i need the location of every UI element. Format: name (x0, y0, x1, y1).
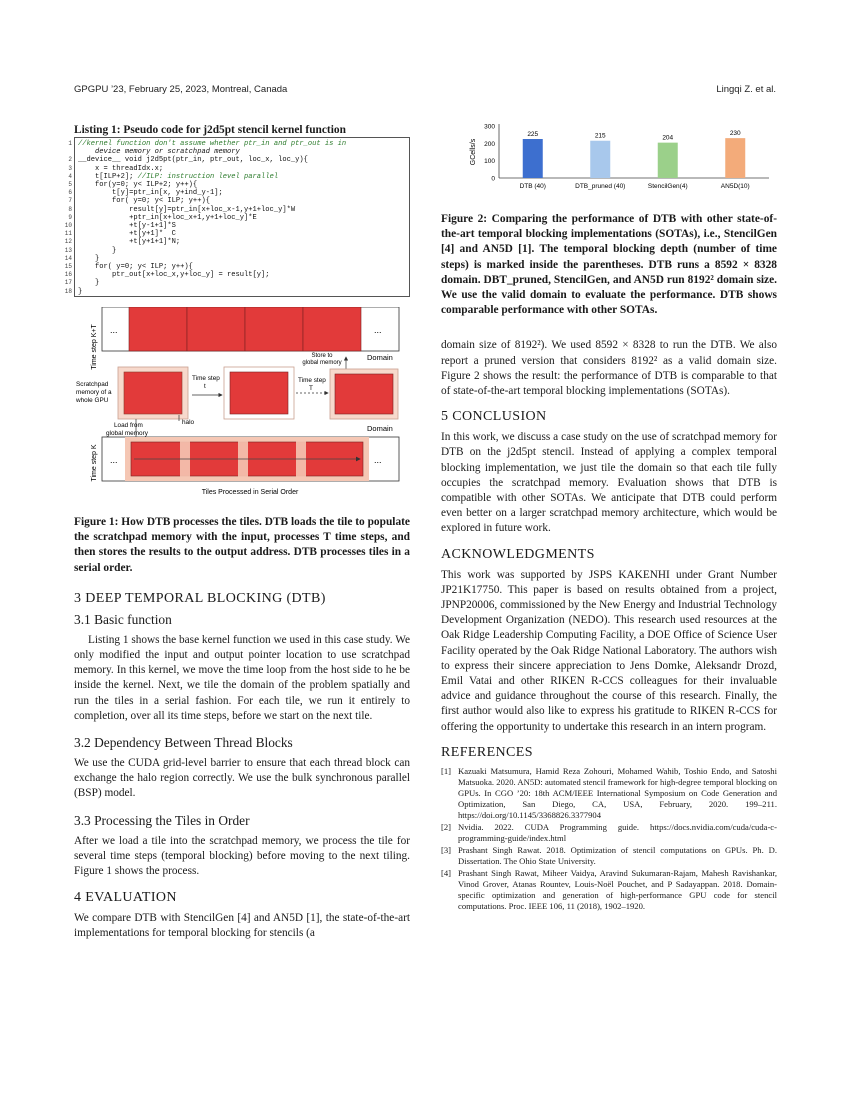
chart-bar (523, 139, 543, 178)
section-4-body-1: We compare DTB with StencilGen [4] and AN5D [1], the state-of-the-art implementations for temporal blocking for stencils (a (74, 912, 410, 940)
code-line: +t[y-1+1]*S (78, 222, 176, 230)
halo-label: halo (182, 419, 195, 426)
code-line: device memory or scratchpad memory (78, 148, 240, 157)
reference-item (441, 868, 777, 912)
section-4-body-2: domain size of 8192²). We used 8592 × 8328 to run the DTB. We also report a pruned version that considers 8192² as a valid domain size. Figure 2 shows the result: the performance of DTB is comparable to that of state-of-the-art temporal blocking implementations (SOTAs). (441, 339, 777, 398)
reference-item (441, 845, 777, 867)
bottom-ellipsis-right: ... (374, 455, 382, 465)
load-label-2: global memory (106, 430, 148, 437)
code-line: ptr_out[x+loc_x,y+loc_y] = result[y]; (78, 271, 270, 280)
top-tile-4 (303, 307, 361, 351)
intermediate-tile (230, 372, 288, 414)
reference-text: Nvidia. 2022. CUDA Programming guide. https://docs.nvidia.com/cuda/cuda-c-programming-guide/index.html (458, 821, 777, 843)
reference-item (441, 766, 777, 821)
code-line: t[y]=ptr_in[x, y+ind_y-1]; (78, 189, 223, 198)
reference-text: Kazuaki Matsumura, Hamid Reza Zohouri, Mohamed Wahib, Toshio Endo, and Satoshi Matsuoka. 2020. AN5D: automated stencil framework for high-degree temporal blocking on GPUs. In CGO ’20: 18th ACM/IEEE International Symposium on Code Generation and Optimization, San Diego, CA, USA, February, 2020. 199–211. https://doi.org/10.1145/3368826.3377904 (458, 765, 777, 820)
time-step-t-var: t (204, 383, 206, 390)
code-line: __device__ void j2d5pt(ptr_in, ptr_out, loc_x, loc_y){ (78, 156, 308, 165)
reference-number: [3] (441, 844, 452, 855)
scratchpad-label-3: whole GPU (76, 397, 109, 404)
code-line: for( y=0; y< ILP; y++){ (78, 197, 210, 206)
chart-x-tick-label: DTB (40) (519, 183, 546, 190)
running-header-right: Lingqi Z. et al. (716, 84, 776, 95)
chart-y-tick-label: 300 (484, 123, 495, 131)
code-line: for( y=0; y< ILP; y++){ (78, 263, 193, 271)
section-3-1-title: 3.1 Basic function (74, 611, 172, 627)
time-step-k-t-label: Time step K+T (91, 324, 98, 370)
chart-bar (658, 143, 678, 178)
listing-title: Listing 1: Pseudo code for j2d5pt stencil kernel function (74, 124, 346, 136)
code-line-number: 3 (68, 164, 72, 172)
domain-label-top: Domain (367, 353, 393, 362)
code-line: +t[y+1]* C (78, 230, 176, 239)
code-line-number: 16 (64, 271, 72, 279)
section-3-2-body: We use the CUDA grid-level barrier to ensure that each thread block can exchange the halo region correctly. We use the bulk synchronous parallel (BSP) model. (74, 757, 410, 800)
chart-data-label: 225 (527, 131, 539, 138)
top-tile-3 (245, 307, 303, 351)
code-line: } (78, 246, 117, 255)
code-line-number: 9 (68, 213, 72, 221)
code-line-number: 1 (68, 140, 72, 147)
reference-item (441, 822, 777, 844)
code-line: //kernel function don't assume whether ptr_in and ptr_out is in (78, 140, 347, 148)
store-label-2: global memory (302, 360, 342, 366)
references-list (441, 766, 777, 912)
code-line-number: 6 (68, 189, 72, 197)
chart-bar (590, 141, 610, 178)
chart-y-axis-label: GCells/s (470, 138, 477, 166)
chart-data-label: 204 (662, 134, 674, 142)
code-listing (64, 137, 410, 297)
chart-y-tick-label: 100 (484, 158, 495, 166)
code-line-number: 11 (64, 230, 72, 238)
chart-bar (725, 138, 745, 178)
code-line-number: 12 (64, 238, 72, 246)
store-label-1: Store to (311, 353, 333, 359)
scratchpad-tile (124, 372, 182, 414)
code-line: +ptr_in[x+loc_x+1,y+1+loc_y]*E (78, 213, 257, 222)
section-4-title: 4 EVALUATION (74, 890, 177, 906)
time-step-k-label: Time step K (91, 444, 98, 482)
reference-number: [1] (441, 765, 452, 776)
code-line-number: 14 (64, 254, 72, 262)
code-line-number: 4 (68, 172, 72, 180)
left-column (64, 124, 410, 942)
acknowledgments-body: This work was supported by JSPS KAKENHI under Grant Number JP21K17750. This paper is based on results obtained from a project, JPNP20006, commissioned by the New Energy and Industrial Technology Development Organization (NEDO). This research used resources at the Oak Ridge Leadership Computing Facility, a DOE Office of Science User Facility operated by the Oak Ridge National Laboratory. The authors wish to express their sincere appreciation to Jens Domke, Aleksandr Drozd, Emil Vatai and other RIKEN R-CCS colleagues for their invaluable advice and guidance throughout the course of this research. Finally, the first author would also like to express his gratitude to RIKEN R-CCS for offering the opportunity to undertake this research in an intern program. (441, 568, 777, 733)
bottom-ellipsis-left: ... (110, 455, 118, 465)
top-ellipsis-left: ... (110, 325, 118, 335)
reference-number: [2] (441, 821, 452, 832)
chart-x-tick-label: AN5D(10) (720, 183, 750, 190)
top-ellipsis-right: ... (374, 325, 382, 335)
top-tile-2 (187, 307, 245, 351)
figure-2-caption: Figure 2: Comparing the performance of DTB with other state-of-the-art temporal blocking implementations (SOTAs), i.e., StencilGen [4] and AN5D [1]. The temporal blocking depth (number of time steps) is marked inside the parentheses. DTB runs a 8592 × 8328 domain. DBT_pruned, StencilGen, and AN5D run 8192² domain size. We use the valid domain to evaluate the performance. DTB shows comparable performance with other SOTAs. (441, 213, 777, 317)
code-line: for(y=0; y< ILP+2; y++){ (78, 181, 198, 189)
code-line: } (78, 287, 83, 296)
reference-text: Prashant Singh Rawat, Miheer Vaidya, Aravind Sukumaran-Rajam, Mahesh Ravishankar, Vinod Grover, Atanas Rountev, Louis-Noël Pouchet, and P Sadayappan. 2018. Domain-specific optimization and generation of high-performance GPU code for stencil computations. Proc. IEEE 106, 11 (2018), 1902–1920. (458, 867, 777, 911)
reference-text: Prashant Singh Rawat. 2018. Optimization of stencil computations on GPUs. Ph. D. Dissertation. The Ohio State University. (458, 844, 777, 866)
scratchpad-label-2: memory of a (76, 389, 112, 396)
running-header-left: GPGPU ’23, February 25, 2023, Montreal, Canada (74, 84, 288, 95)
chart-x-tick-label: StencilGen(4) (647, 183, 688, 190)
code-line-number: 17 (64, 279, 72, 287)
code-line-number: 15 (64, 263, 72, 270)
code-line: } (78, 254, 100, 263)
chart-y-tick-label: 200 (484, 140, 495, 148)
code-line: x = threadIdx.x; (78, 164, 164, 173)
time-step-t-label: Time step (192, 375, 220, 382)
figure-2-bar-chart (441, 118, 777, 198)
reference-number: [4] (441, 867, 452, 878)
code-line: t[ILP+2]; //ILP: instruction level parallel (78, 172, 279, 181)
chart-data-label: 230 (729, 130, 741, 138)
time-step-T-label: Time step (298, 377, 326, 384)
code-line-number: 8 (68, 205, 72, 213)
code-line-number: 13 (64, 246, 72, 254)
section-3-1-body: Listing 1 shows the base kernel function we used in this case study. We only modified the input and output pointer location to use scratchpad memory. In this kernel, we move the time loop from the host side to he be inside the kernel. Next, we tile the domain of the problem spatially and run the tiles in a serial fashion. For each tile, we run it entirely to completion, over all its time steps, before we start on the next tile. (74, 633, 410, 722)
code-line-number: 7 (68, 197, 72, 205)
load-label-1: Load from (114, 422, 143, 429)
section-3-title: 3 DEEP TEMPORAL BLOCKING (DTB) (74, 590, 326, 606)
chart-data-label: 215 (594, 132, 606, 140)
code-line-number: 5 (68, 181, 72, 188)
code-line: +t[y+1+1]*N; (78, 238, 181, 247)
chart-y-tick-label: 0 (491, 175, 495, 183)
acknowledgments-title: ACKNOWLEDGMENTS (441, 546, 595, 562)
section-5-body: In this work, we discuss a case study on the use of scratchpad memory for DTB on the j2d5pt stencil. Instead of applying a complex temporal blocking implementation, we just tile the domain so that each tile fully occupies the scratchpad memory. Evaluation shows that DTB is compatible with other SOTAs. We anticipate that DTB could perform even better on a larger scratchpad memory architecture, which would be explored in future work. (441, 431, 777, 535)
chart-x-tick-label: DTB_pruned (40) (575, 183, 626, 190)
section-3-2-title: 3.2 Dependency Between Thread Blocks (74, 735, 293, 751)
section-3-3-body: After we load a tile into the scratchpad memory, we process the tile for several time steps (temporal blocking) before moving to the next tiling. Figure 1 shows the process. (74, 834, 410, 878)
code-line-number: 2 (68, 156, 72, 164)
code-line: } (78, 279, 100, 288)
time-step-T-var: T (309, 385, 313, 392)
scratchpad-label-1: Scratchpad (76, 381, 109, 388)
section-3-3-title: 3.3 Processing the Tiles in Order (74, 812, 250, 828)
top-tile-1 (129, 307, 187, 351)
code-line-number: 10 (64, 222, 72, 229)
code-line-number: 18 (64, 287, 72, 295)
tiles-order-label: Tiles Processed in Serial Order (201, 489, 299, 496)
figure-1-caption: Figure 1: How DTB processes the tiles. DTB loads the tile to populate the scratchpad memory with the input, processes T time steps, and then stores the results to the output address. DTB processes tiles in a serial order. (74, 516, 410, 574)
domain-label-bottom: Domain (367, 424, 393, 433)
right-column (441, 118, 777, 913)
code-line: result[y]=ptr_in[x+loc_x-1,y+1+loc_y]*W (78, 205, 296, 214)
final-tile (335, 374, 393, 414)
section-5-title: 5 CONCLUSION (441, 409, 547, 425)
figure-1-diagram (74, 307, 410, 503)
references-title: REFERENCES (441, 744, 533, 760)
